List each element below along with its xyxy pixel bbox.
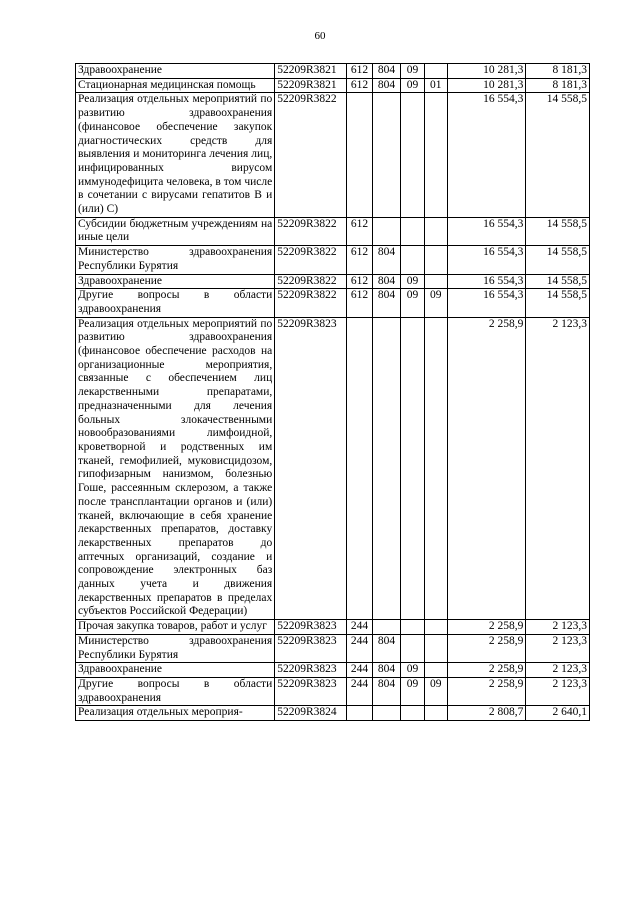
row-name: Здравоохранение xyxy=(76,663,275,678)
table-row xyxy=(76,246,590,274)
ministry-code: 804 xyxy=(372,634,401,662)
amount-year-2: 2 123,3 xyxy=(526,663,590,678)
budget-code: 52209R3823 xyxy=(275,634,347,662)
row-name: Другие вопросы в области здравоохранения xyxy=(76,289,275,317)
amount-year-2: 14 558,5 xyxy=(526,93,590,217)
ministry-code: 804 xyxy=(372,246,401,274)
ministry-code: 804 xyxy=(372,78,401,93)
amount-year-2: 2 123,3 xyxy=(526,677,590,705)
section-code xyxy=(401,317,424,619)
expense-type-code xyxy=(347,317,372,619)
amount-year-1: 2 258,9 xyxy=(447,634,525,662)
expense-type-code: 612 xyxy=(347,274,372,289)
row-name: Министерство здравоохранения Республики Бурятия xyxy=(76,246,275,274)
expense-type-code: 244 xyxy=(347,663,372,678)
amount-year-2: 14 558,5 xyxy=(526,289,590,317)
ministry-code: 804 xyxy=(372,274,401,289)
table-row xyxy=(76,620,590,635)
amount-year-2: 2 123,3 xyxy=(526,317,590,619)
table-row xyxy=(76,274,590,289)
amount-year-1: 10 281,3 xyxy=(447,78,525,93)
amount-year-1: 10 281,3 xyxy=(447,64,525,79)
amount-year-2: 2 640,1 xyxy=(526,706,590,721)
subsection-code xyxy=(424,620,447,635)
amount-year-1: 16 554,3 xyxy=(447,93,525,217)
section-code xyxy=(401,93,424,217)
expense-type-code: 612 xyxy=(347,246,372,274)
subsection-code xyxy=(424,246,447,274)
expense-type-code: 244 xyxy=(347,620,372,635)
expense-type-code: 612 xyxy=(347,64,372,79)
ministry-code: 804 xyxy=(372,663,401,678)
subsection-code xyxy=(424,64,447,79)
expense-type-code xyxy=(347,706,372,721)
budget-code: 52209R3823 xyxy=(275,620,347,635)
expense-type-code: 612 xyxy=(347,78,372,93)
ministry-code xyxy=(372,93,401,217)
amount-year-2: 2 123,3 xyxy=(526,620,590,635)
section-code xyxy=(401,246,424,274)
subsection-code: 09 xyxy=(424,289,447,317)
row-name: Другие вопросы в области здравоохранения xyxy=(76,677,275,705)
amount-year-2: 14 558,5 xyxy=(526,246,590,274)
amount-year-1: 2 258,9 xyxy=(447,317,525,619)
amount-year-1: 16 554,3 xyxy=(447,274,525,289)
ministry-code xyxy=(372,217,401,245)
budget-code: 52209R3821 xyxy=(275,64,347,79)
ministry-code: 804 xyxy=(372,289,401,317)
amount-year-1: 16 554,3 xyxy=(447,289,525,317)
section-code: 09 xyxy=(401,64,424,79)
amount-year-1: 2 258,9 xyxy=(447,677,525,705)
amount-year-1: 2 808,7 xyxy=(447,706,525,721)
budget-code: 52209R3822 xyxy=(275,274,347,289)
table-row xyxy=(76,217,590,245)
row-name: Здравоохранение xyxy=(76,64,275,79)
section-code xyxy=(401,706,424,721)
ministry-code xyxy=(372,620,401,635)
table-row xyxy=(76,677,590,705)
table-row xyxy=(76,706,590,721)
budget-code: 52209R3824 xyxy=(275,706,347,721)
table-row xyxy=(76,317,590,619)
ministry-code xyxy=(372,317,401,619)
section-code xyxy=(401,217,424,245)
budget-code: 52209R3823 xyxy=(275,677,347,705)
subsection-code: 09 xyxy=(424,677,447,705)
subsection-code xyxy=(424,317,447,619)
budget-code: 52209R3823 xyxy=(275,663,347,678)
budget-code: 52209R3822 xyxy=(275,93,347,217)
budget-code: 52209R3822 xyxy=(275,217,347,245)
row-name: Прочая закупка товаров, работ и услуг xyxy=(76,620,275,635)
ministry-code: 804 xyxy=(372,64,401,79)
row-name: Реализация отдельных мероприя- xyxy=(76,706,275,721)
ministry-code xyxy=(372,706,401,721)
section-code: 09 xyxy=(401,289,424,317)
ministry-code: 804 xyxy=(372,677,401,705)
section-code xyxy=(401,634,424,662)
expense-type-code: 244 xyxy=(347,677,372,705)
amount-year-2: 8 181,3 xyxy=(526,78,590,93)
subsection-code xyxy=(424,217,447,245)
section-code: 09 xyxy=(401,663,424,678)
budget-code: 52209R3821 xyxy=(275,78,347,93)
row-name: Субсидии бюджетным учреждениям на иные цели xyxy=(76,217,275,245)
section-code: 09 xyxy=(401,78,424,93)
table-row xyxy=(76,289,590,317)
page-number: 60 xyxy=(314,30,326,42)
expense-type-code: 244 xyxy=(347,634,372,662)
row-name: Стационарная медицинская помощь xyxy=(76,78,275,93)
amount-year-2: 8 181,3 xyxy=(526,64,590,79)
amount-year-2: 14 558,5 xyxy=(526,217,590,245)
subsection-code xyxy=(424,663,447,678)
section-code: 09 xyxy=(401,274,424,289)
subsection-code xyxy=(424,274,447,289)
subsection-code xyxy=(424,706,447,721)
row-name: Здравоохранение xyxy=(76,274,275,289)
subsection-code: 01 xyxy=(424,78,447,93)
amount-year-1: 2 258,9 xyxy=(447,620,525,635)
budget-code: 52209R3823 xyxy=(275,317,347,619)
section-code: 09 xyxy=(401,677,424,705)
subsection-code xyxy=(424,93,447,217)
expense-type-code: 612 xyxy=(347,289,372,317)
amount-year-1: 16 554,3 xyxy=(447,217,525,245)
row-name: Министерство здравоохранения Республики Бурятия xyxy=(76,634,275,662)
budget-table xyxy=(75,63,590,721)
amount-year-1: 2 258,9 xyxy=(447,663,525,678)
table-row xyxy=(76,78,590,93)
expense-type-code: 612 xyxy=(347,217,372,245)
table-row xyxy=(76,663,590,678)
row-name: Реализация отдельных мероприятий по развитию здравоохранения (финансовое обеспечение закупок диагностических средств для выявления и мониторинга лечения лиц, инфицированных вирусом иммунодефицита человека, в том числе в сочетании с вирусами гепатитов B и (или) C) xyxy=(76,93,275,217)
row-name: Реализация отдельных мероприятий по развитию здравоохранения (финансовое обеспечение расходов на организационные мероприятия, связанные с обеспечением лиц лекарственными препаратами, предназначенными для лечения больных злокачественными новообразованиями лимфоидной, кроветворной и родственных им тканей, гемофилией, муковисцидозом, гипофизарным нанизмом, болезнью Гоше, рассеянным склерозом, а также после трансплантации органов и (или) тканей, включающие в себя хранение лекарственных препаратов, доставку лекарственных препаратов до аптечных организаций, создание и сопровождение электронных баз данных учета и движения лекарственных препаратов в пределах субъектов Российской Федерации) xyxy=(76,317,275,619)
expense-type-code xyxy=(347,93,372,217)
amount-year-2: 2 123,3 xyxy=(526,634,590,662)
section-code xyxy=(401,620,424,635)
budget-code: 52209R3822 xyxy=(275,289,347,317)
table-row xyxy=(76,64,590,79)
table-row xyxy=(76,93,590,217)
budget-code: 52209R3822 xyxy=(275,246,347,274)
amount-year-1: 16 554,3 xyxy=(447,246,525,274)
table-row xyxy=(76,634,590,662)
subsection-code xyxy=(424,634,447,662)
amount-year-2: 14 558,5 xyxy=(526,274,590,289)
